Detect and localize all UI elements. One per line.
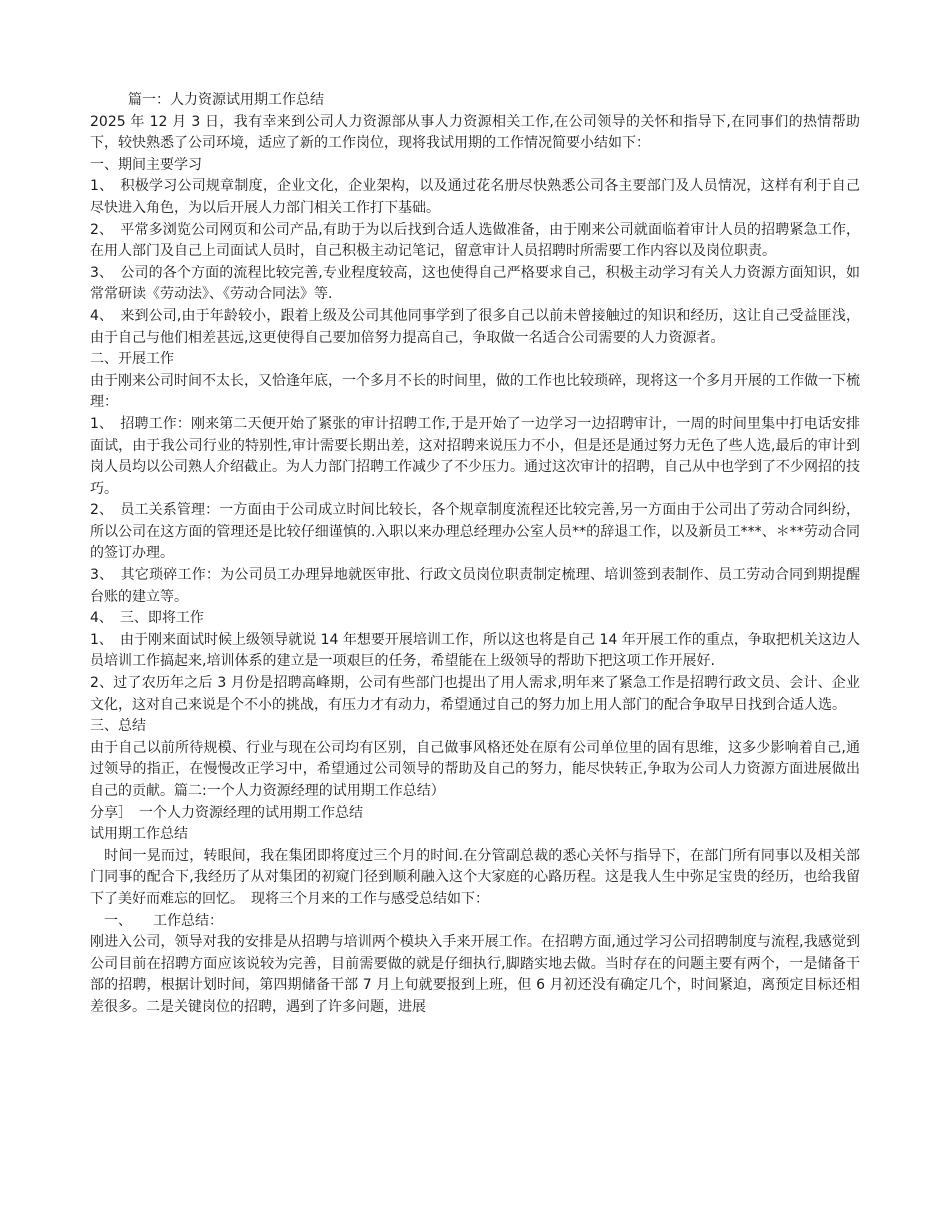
paragraph: 分享］ 一个人力资源经理的试用期工作总结 (90, 804, 363, 821)
section-heading: 4、 三、即将工作 (90, 610, 204, 627)
paragraph: 1、 积极学习公司规章制度，企业文化，企业架构，以及通过花名册尽快熟悉公司各主要部门及人员情况，这样有利于自己尽快进入角色，为以后开展人力部门相关工作打下基础。 (90, 178, 860, 216)
paragraph: 2、 平常多浏览公司网页和公司产品,有助于为以后找到合适人选做准备，由于刚来公司就面临着审计人员的招聘紧急工作，在用人部门及自己上司面试人员时，自己积极主动记笔记，留意审计人员招聘时所需要工作内容以及岗位职责。 (90, 221, 860, 260)
paragraph: 1、 由于刚来面试时候上级领导就说 14 年想要开展培训工作，所以这也将是自己 14 年开展工作的重点，争取把机关这边人员培训工作搞起来,培训体系的建立是一项艰巨的任务，希望能在上级领导的帮助下把这项工作开展好. (90, 631, 860, 670)
document-body (90, 90, 860, 1019)
paragraph: 2025 年 12 月 3 日，我有幸来到公司人力资源部从事人力资源相关工作,在公司领导的关怀和指导下,在同事们的热情帮助下，较快熟悉了公司环境，适应了新的工作岗位，现将我试用期的工作情况简要小结如下： (90, 113, 860, 152)
section-heading: 二、开展工作 (90, 351, 174, 368)
paragraph: 时间一晃而过，转眼间，我在集团即将度过三个月的时间.在分管副总裁的悉心关怀与指导下，在部门所有同事以及相关部门同事的配合下,我经历了从对集团的初窥门径到顺利融入这个大家庭的心路历程。这是我人生中弥足宝贵的经历，也给我留下了美好而难忘的回忆。 现将三个月来的工作与感受总结如下： (90, 847, 860, 907)
document-title: 篇一：人力资源试用期工作总结 (128, 92, 324, 108)
section-heading: 三、总结 (90, 718, 146, 735)
section-heading: 试用期工作总结 (90, 826, 188, 843)
paragraph: 刚进入公司，领导对我的安排是从招聘与培训两个模块入手来开展工作。在招聘方面,通过学习公司招聘制度与流程,我感觉到公司目前在招聘方面应该说较为完善，目前需要做的就是仔细执行,脚踏实地去做。当时存在的问题主要有两个，一是储备干部的招聘，根据计划时间，第四期储备干部 7 月上旬就要报到上班，但 6 月初还没有确定几个，时间紧迫，离预定目标还相差很多。二是关键岗位的招聘，遇到了许多问题，进展 (90, 934, 860, 1015)
section-heading: 一、期间主要学习 (90, 156, 202, 173)
paragraph: 由于自己以前所待规模、行业与现在公司均有区别，自己做事风格还处在原有公司单位里的固有思维，这多少影响着自己,通过领导的指正，在慢慢改正学习中，希望通过公司领导的帮助及自己的努力，能尽快转正,争取为公司人力资源方面进展做出自己的贡献。篇二:一个人力资源经理的试用期工作总结） (90, 739, 860, 799)
paragraph: 1、 招聘工作：刚来第二天便开始了紧张的审计招聘工作,于是开始了一边学习一边招聘审计，一周的时间里集中打电话安排面试，由于我公司行业的特别性,审计需要长期出差，这对招聘来说压力不小，但是还是通过努力无色了些人选,最后的审计到岗人员均以公司熟人介绍截止。为人力部门招聘工作减少了不少压力。通过这次审计的招聘，自己从中也学到了不少网招的技巧。 (90, 415, 860, 497)
section-heading: 一、 工作总结： (90, 912, 223, 929)
paragraph: 2、过了农历年之后 3 月份是招聘高峰期，公司有些部门也提出了用人需求,明年来了紧急工作是招聘行政文员、会计、企业文化，这对自己来说是个不小的挑战，有压力才有动力，希望通过自己的努力加上用人部门的配合争取早日找到合适人选。 (90, 675, 860, 713)
paragraph: 2、 员工关系管理：一方面由于公司成立时间比较长，各个规章制度流程还比较完善,另一方面由于公司出了劳动合同纠纷，所以公司在这方面的管理还是比较仔细谨慎的.入职以来办理总经理办公室人员**的辞退工作，以及新员工***、＊**劳动合同的签订办理。 (90, 502, 860, 562)
paragraph: 由于刚来公司时间不太长，又恰逢年底，一个多月不长的时间里，做的工作也比较琐碎，现将这一个多月开展的工作做一下梳理： (90, 372, 860, 411)
paragraph: 3、 公司的各个方面的流程比较完善,专业程度较高，这也使得自己严格要求自己，积极主动学习有关人力资源方面知识，如常常研读《劳动法》、《劳动合同法》等. (90, 264, 860, 303)
paragraph: 4、 来到公司,由于年龄较小，跟着上级及公司其他同事学到了很多自己以前未曾接触过的知识和经历，这让自己受益匪浅，由于自己与他们相差甚远,这更使得自己要加倍努力提高自己，争取做一名适合公司需要的人力资源者。 (90, 307, 860, 346)
paragraph: 3、 其它琐碎工作：为公司员工办理异地就医审批、行政文员岗位职责制定梳理、培训签到表制作、员工劳动合同到期提醒台账的建立等。 (90, 567, 860, 605)
